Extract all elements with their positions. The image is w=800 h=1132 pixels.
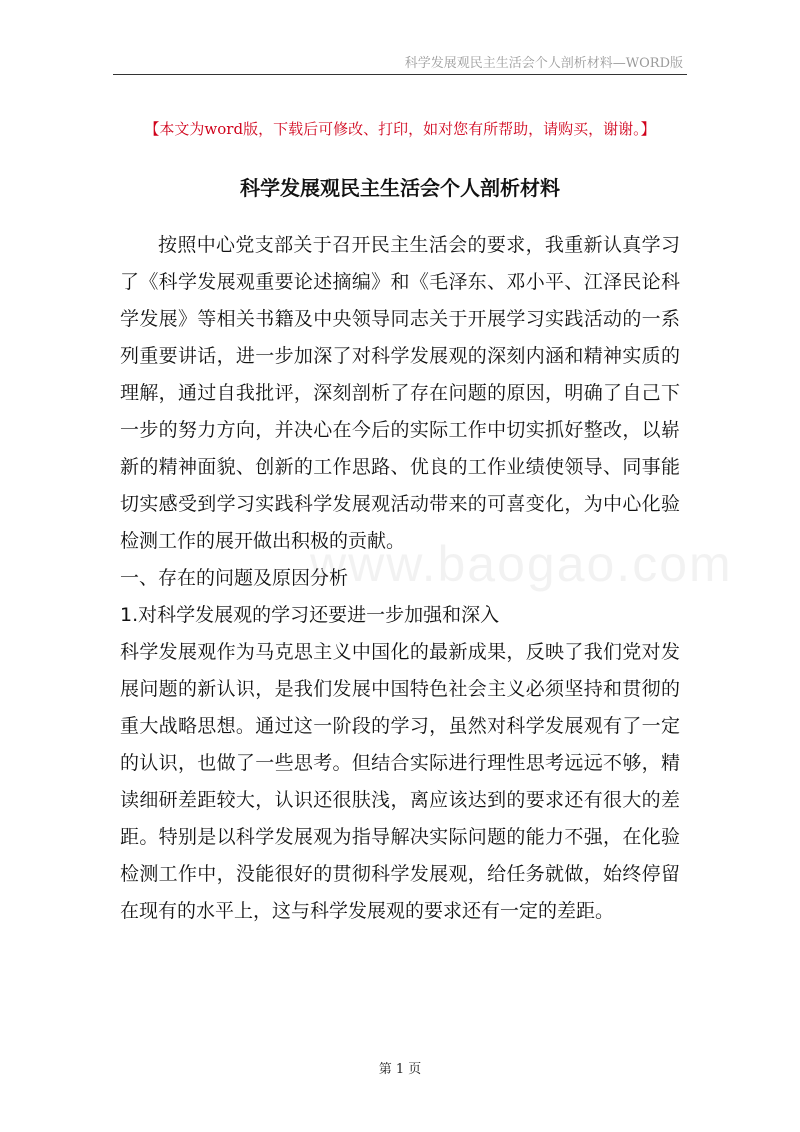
intro-paragraph: 按照中心党支部关于召开民主生活会的要求，我重新认真学习了《科学发展观重要论述摘编》和《毛泽东、邓小平、江泽民论科学发展》等相关书籍及中央领导同志关于开展学习实践活动的一系列重要讲话，进一步加深了对科学发展观的深刻内涵和精神实质的理解，通过自我批评，深刻剖析了存在问题的原因，明确了自己下一步的努力方向，并决心在今后的实际工作中切实抓好整改，以崭新的精神面貌、创新的工作思路、优良的工作业绩使领导、同事能切实感受到学习实践科学发展观活动带来的可喜变化，为中心化验检测工作的展开做出积极的贡献。 — [120, 234, 680, 552]
page-number: 第 1 页 — [378, 1062, 422, 1077]
subsection-heading — [120, 597, 680, 634]
download-notice: 【本文为word版，下载后可修改、打印，如对您有所帮助，请购买，谢谢。】 — [144, 120, 656, 138]
document-body — [120, 227, 680, 930]
running-header: 科学发展观民主生活会个人剖析材料—WORD版 — [404, 56, 683, 71]
watermark: www.baogao.com — [310, 536, 733, 592]
subsection-number: 1. — [120, 604, 139, 626]
document-title: 科学发展观民主生活会个人剖析材料 — [240, 176, 560, 200]
section-heading: 一、存在的问题及原因分析 — [120, 567, 349, 589]
body-paragraph: 科学发展观作为马克思主义中国化的最新成果，反映了我们党对发展问题的新认识，是我们发展中国特色社会主义必须坚持和贯彻的重大战略思想。通过这一阶段的学习，虽然对科学发展观有了一定的认识，也做了一些思考。但结合实际进行理性思考远远不够，精读细研差距较大，认识还很肤浅，离应该达到的要求还有很大的差距。特别是以科学发展观为指导解决实际问题的能力不强，在化验检测工作中，没能很好的贯彻科学发展观，给任务就做，始终停留在现有的水平上，这与科学发展观的要求还有一定的差距。 — [120, 641, 680, 922]
header-divider — [113, 74, 687, 75]
subsection-title: 对科学发展观的学习还要进一步加强和深入 — [138, 604, 500, 626]
